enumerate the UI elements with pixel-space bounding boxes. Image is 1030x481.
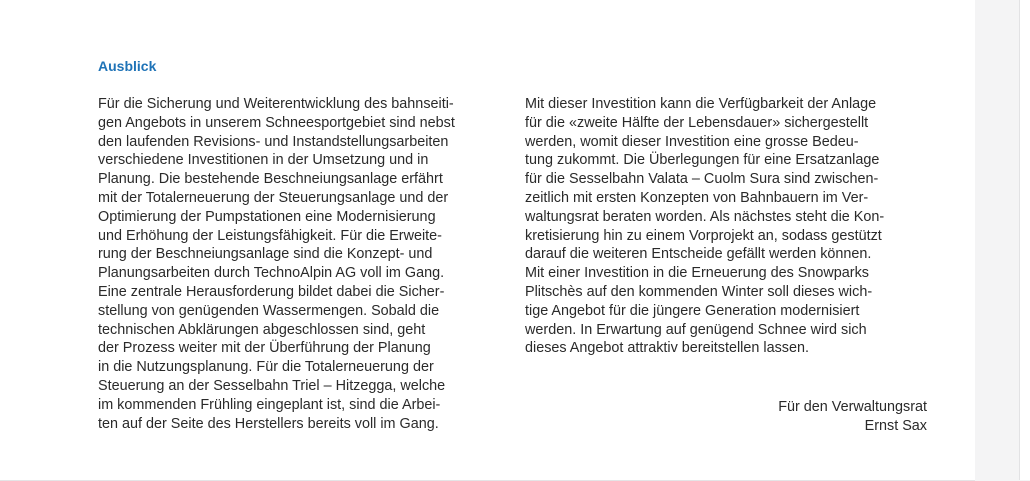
- signature-block: [525, 398, 927, 436]
- next-page-edge: [1019, 0, 1030, 480]
- signature-title: Für den Verwaltungsrat: [778, 399, 927, 415]
- signature-name: Ernst Sax: [864, 417, 927, 434]
- right-column-text: Mit dieser Investition kann die Verfügbarkeit der Anlage für die «zweite Hälfte der Lebensdauer» sichergestellt werden, womit dieser Investition eine grosse Bedeu- tung zukommt. Die Überlegungen für eine Ersatzanlage für die Sesselbahn Valata – Cuolm Sura sind zwischen- zeitlich mit ersten Konzepten von Bahnbauern im Ver- waltungsrat beraten worden. Als nächstes steht die Kon- kretisierung hin zu einem Vorprojekt an, sodass gestützt darauf die weiteren Entscheide gefällt werden können. Mit einer Investition in die Erneuerung des Snowparks Plitschès auf den kommenden Winter soll dieses wich- tige Angebot für die jüngere Generation modernisiert werden. In Erwartung auf genügend Schnee wird sich dieses Angebot attraktiv bereitstellen lassen.: [525, 96, 885, 357]
- section-heading: Ausblick: [98, 58, 157, 74]
- left-column-text: Für die Sicherung und Weiterentwicklung des bahnseiti- gen Angebots in unserem Schneesportgebiet sind nebst den laufenden Revisions- und Instandstellungsarbeiten verschiedene Investitionen in der Umsetzung und in Planung. Die bestehende Beschneiungsanlage erfährt mit der Totalerneuerung der Steuerungsanlage und der Optimierung der Pumpstationen eine Modernisierung und Erhöhung der Leistungsfähigkeit. Für die Erweite- rung der Beschneiungsanlage sind die Konzept- und Planungsarbeiten durch TechnoAlpin AG voll im Gang. Eine zentrale Herausforderung bildet dabei die Sicher- stellung von genügenden Wassermengen. Sobald die technischen Abklärungen abgeschlossen sind, geht der Prozess weiter mit der Überführung der Planung in die Nutzungsplanung. Für die Totalerneuerung der Steuerung an der Sesselbahn Triel – Hitzegga, welche im kommenden Frühling eingeplant ist, sind die Arbei- ten auf der Seite des Herstellers bereits voll im Gang.: [98, 96, 455, 432]
